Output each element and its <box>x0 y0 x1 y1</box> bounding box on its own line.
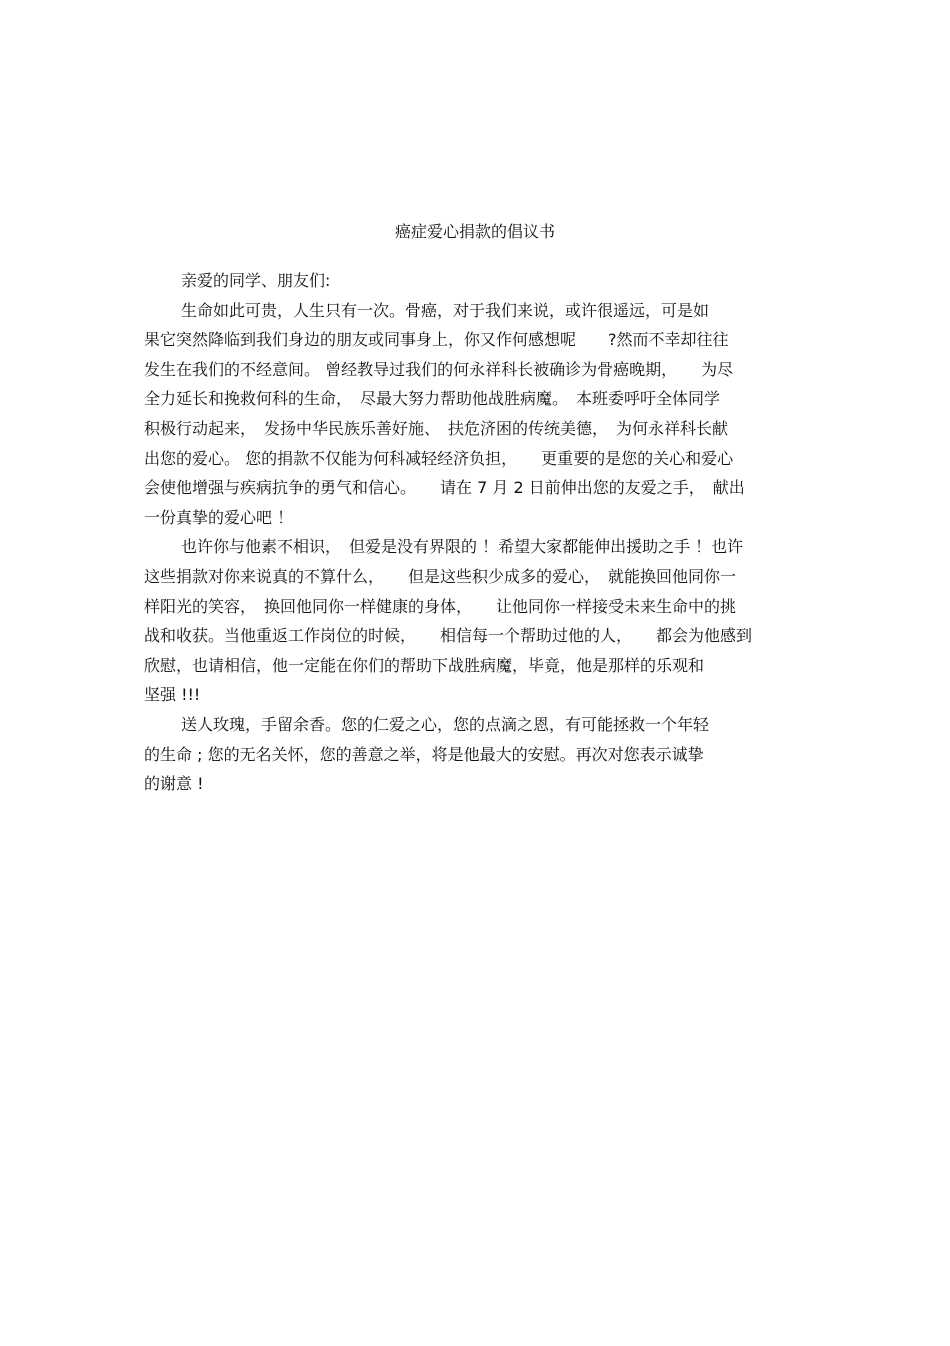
text-line: 这些捐款对你来说真的不算什么， 但是这些积少成多的爱心， 就能换回他同你一 <box>144 566 737 586</box>
text-line: 积极行动起来， 发扬中华民族乐善好施、 扶危济困的传统美德， 为何永祥科长献 <box>144 418 729 438</box>
text-line: 样阳光的笑容， 换回他同你一样健康的身体， 让他同你一样接受未来生命中的挑 <box>144 596 737 616</box>
text-line: 坚强 !!! <box>144 685 201 705</box>
text-line: 亲爱的同学、朋友们: <box>181 271 331 290</box>
text-line: 发生在我们的不经意间。 曾经教导过我们的何永祥科长被确诊为骨癌晚期， 为尽 <box>144 359 734 379</box>
text-line: 送人玫瑰，手留余香。您的仁爱之心，您的点滴之恩，有可能拯救一个年轻 <box>181 714 710 734</box>
text-line: 的谢意 ! <box>144 774 204 794</box>
text-line: 出您的爱心。 您的捐款不仅能为何科减轻经济负担， 更重要的是您的关心和爱心 <box>144 448 734 468</box>
text-line: 会使他增强与疾病抗争的勇气和信心。 请在 7 月 2 日前伸出您的友爱之手， 献出 <box>144 478 745 498</box>
text-line: 也许你与他素不相识， 但爱是没有界限的 ！希望大家都能伸出援助之手 ！也许 <box>181 537 744 557</box>
text-line: 果它突然降临到我们身边的朋友或同事身上，你又作何感想呢 ?然而不幸却往往 <box>144 330 729 350</box>
text-line: 全力延长和挽救何科的生命， 尽最大努力帮助他战胜病魔。 本班委呼吁全体同学 <box>144 389 721 409</box>
text-line: 战和收获。当他重返工作岗位的时候， 相信每一个帮助过他的人， 都会为他感到 <box>144 626 753 646</box>
text-line: 的生命 ; 您的无名关怀，您的善意之举，将是他最大的安慰。再次对您表示诚挚 <box>144 744 704 764</box>
text-line: 一份真挚的爱心吧 ！ <box>144 507 294 527</box>
text-line: 欣慰，也请相信，他一定能在你们的帮助下战胜病魔，毕竟，他是那样的乐观和 <box>144 655 705 675</box>
text-line: 生命如此可贵，人生只有一次。骨癌，对于我们来说，或许很遥远，可是如 <box>181 300 710 320</box>
document-body <box>144 266 810 799</box>
document-title: 癌症爱心捐款的倡议书 <box>394 222 555 241</box>
